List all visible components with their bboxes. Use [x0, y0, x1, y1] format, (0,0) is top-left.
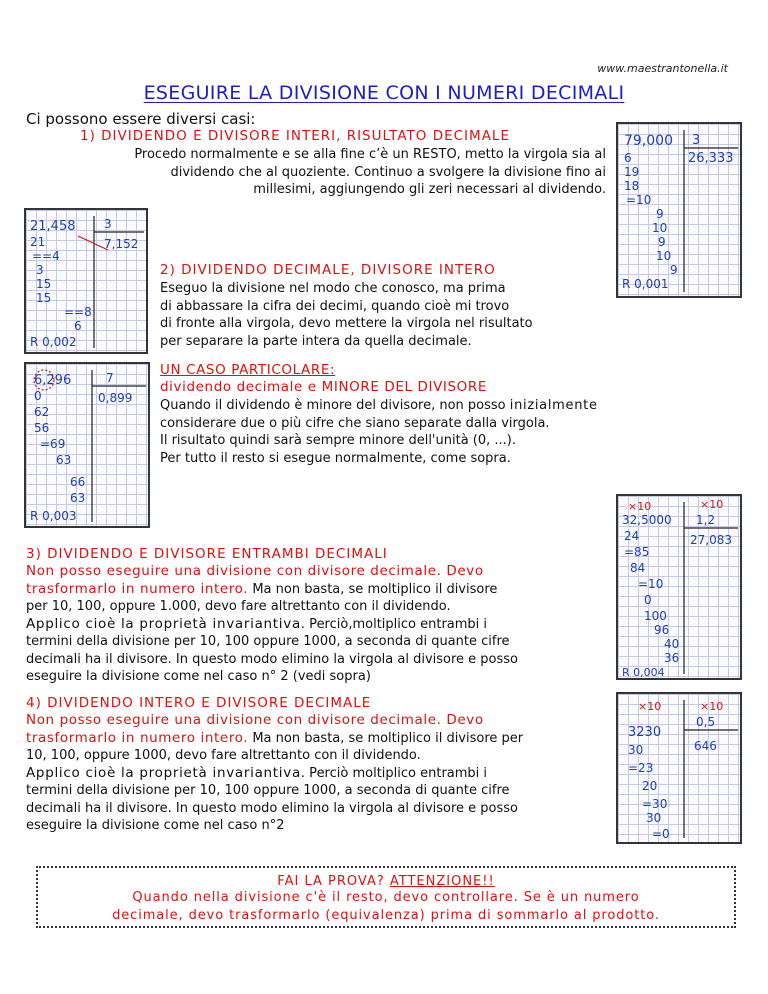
- case2-remainder: R 0,002: [30, 335, 77, 349]
- step: 96: [654, 623, 670, 637]
- case3-text: Non posso eseguire una divisione con divisore decimale. Devo trasformarlo in numero intero. Ma non basta, se moltiplico il divisore per 10, 100, oppure 1.000, devo fare altrettanto con il dividendo. Applico cioè la proprietà invariantiva. Perciò,moltiplico entrambi i termini della divisione per 10, 100 oppure 1000, a seconda di quante cifre decimali ha il divisore. In questo modo elimino la virgola al divisore e posso eseguire la divisione come nel caso n° 2 (vedi sopra): [26, 563, 519, 684]
- case1-dividend: 79,000: [624, 133, 673, 149]
- case3-division-grid: [616, 494, 742, 680]
- intro-text: Ci possono essere diversi casi:: [26, 110, 256, 128]
- step: 9: [670, 263, 678, 277]
- special-text: Quando il dividendo è minore del divisore, non posso inizialmente considerare due o più cifre che siano separate dalla virgola. Il risultato quindi sarà sempre minore dell'unità (0, ...). Per tutto il resto si esegue normalmente, come sopra.: [160, 398, 598, 466]
- special-division-drawing: [26, 364, 148, 526]
- special-dividend: 6,296: [34, 373, 72, 388]
- step: 62: [34, 405, 50, 419]
- step: ==8: [64, 305, 92, 319]
- step: 36: [664, 651, 680, 665]
- step: 6: [624, 151, 632, 165]
- special-divisor: 7: [106, 371, 114, 385]
- case4-heading: 4) DIVIDENDO INTERO E DIVISORE DECIMALE: [26, 695, 372, 711]
- check-note-box: [36, 866, 736, 928]
- step: =10: [638, 577, 664, 591]
- site-url: www.maestrantonella.it: [597, 62, 728, 75]
- note-line-1: Quando nella divisione c'è il resto, devo controllare. Se è un numero: [132, 890, 640, 905]
- case4-divisor: 0,5: [696, 715, 716, 729]
- special-quotient: 0,899: [98, 391, 133, 405]
- case3-mult-left: ×10: [628, 500, 652, 513]
- case1-division-grid: [616, 122, 742, 298]
- case3-remainder: R 0,004: [622, 666, 665, 678]
- step: 21: [30, 235, 46, 249]
- step: 40: [664, 637, 680, 651]
- page-title: ESEGUIRE LA DIVISIONE CON I NUMERI DECIMALI: [143, 82, 625, 104]
- step: 18: [624, 179, 640, 193]
- step: 10: [656, 249, 672, 263]
- step: =85: [624, 545, 650, 559]
- step: =23: [628, 761, 654, 775]
- step: 30: [646, 811, 662, 825]
- case2-heading: 2) DIVIDENDO DECIMALE, DIVISORE INTERO: [160, 262, 496, 278]
- special-subheading: dividendo decimale e MINORE DEL DIVISORE: [160, 379, 488, 395]
- case2-division-grid: [24, 208, 148, 354]
- step: 3: [36, 263, 44, 277]
- step: =10: [626, 193, 652, 207]
- step: 56: [34, 421, 50, 435]
- case3-dividend: 32,5000: [622, 513, 672, 527]
- step: 66: [70, 475, 86, 489]
- case4-division-drawing: [618, 694, 740, 842]
- case4-text: Non posso eseguire una divisione con divisore decimale. Devo trasformarlo in numero intero. Ma non basta, se moltiplico il divisore per 10, 100, oppure 1000, devo fare altrettanto con il dividendo. Applico cioè la proprietà invariantiva. Perciò moltiplico entrambi i termini della divisione per 10, 100 oppure 1000, a seconda di quante cifre decimali ha il divisore. In questo modo elimino la virgola al divisore e posso eseguire la divisione come nel caso n°2: [26, 712, 524, 833]
- step: 9: [656, 207, 664, 221]
- note-attention: ATTENZIONE!!: [389, 874, 495, 889]
- case3-divisor: 1,2: [696, 513, 716, 527]
- step: 63: [70, 491, 86, 505]
- note-line-2: decimale, devo trasformarlo (equivalenza) prima di sommarlo al prodotto.: [112, 908, 660, 923]
- case4-division-grid: [616, 692, 742, 844]
- step: 100: [644, 609, 667, 623]
- note-prefix: FAI LA PROVA?: [277, 874, 390, 889]
- step: =69: [40, 437, 66, 451]
- step: =0: [652, 827, 670, 841]
- step: 24: [624, 529, 640, 543]
- step: 20: [642, 779, 658, 793]
- case1-divisor: 3: [692, 133, 701, 148]
- step: 9: [658, 235, 666, 249]
- case1-division-drawing: [618, 124, 740, 296]
- step: 6: [74, 319, 82, 333]
- case4-quotient: 646: [694, 739, 717, 753]
- case1-text: Procedo normalmente e se alla fine c’è un RESTO, metto la virgola sia al dividendo che al quoziente. Continuo a svolgere la divisione fino ai millesimi, aggiungendo gli zeri necessari al dividendo.: [134, 147, 606, 197]
- step: 0: [34, 389, 42, 403]
- case2-divisor: 3: [104, 217, 112, 231]
- case2-quotient: 7,152: [104, 237, 139, 251]
- case1-heading: 1) DIVIDENDO E DIVISORE INTERI, RISULTATO DECIMALE: [80, 128, 510, 144]
- case1-remainder: R 0,001: [622, 277, 669, 291]
- case1-quotient: 26,333: [688, 151, 734, 166]
- case4-dividend: 3230: [628, 725, 662, 740]
- case4-mult-right: ×10: [700, 700, 724, 713]
- case2-text: Eseguo la divisione nel modo che conosco, ma prima di abbassare la cifra dei decimi, quando cioè mi trovo di fronte alla virgola, devo mettere la virgola nel risultato per separare la parte intera da quella decimale.: [160, 281, 533, 349]
- step: 30: [628, 743, 644, 757]
- step: 63: [56, 453, 72, 467]
- step: 15: [36, 291, 52, 305]
- case2-dividend: 21,458: [30, 219, 76, 234]
- step: 10: [652, 221, 668, 235]
- special-remainder: R 0,003: [30, 509, 77, 523]
- case3-quotient: 27,083: [690, 533, 732, 547]
- case3-mult-right: ×10: [700, 498, 724, 511]
- step: =30: [642, 797, 668, 811]
- case2-division-drawing: [26, 210, 146, 352]
- case3-division-drawing: [618, 496, 740, 678]
- special-heading: UN CASO PARTICOLARE:: [160, 362, 336, 378]
- step: 19: [624, 165, 640, 179]
- case3-heading: 3) DIVIDENDO E DIVISORE ENTRAMBI DECIMALI: [26, 546, 388, 562]
- step: ==4: [32, 249, 60, 263]
- step: 0: [644, 593, 652, 607]
- step: 15: [36, 277, 52, 291]
- step: 84: [630, 561, 646, 575]
- case4-mult-left: ×10: [638, 700, 662, 713]
- special-division-grid: [24, 362, 150, 528]
